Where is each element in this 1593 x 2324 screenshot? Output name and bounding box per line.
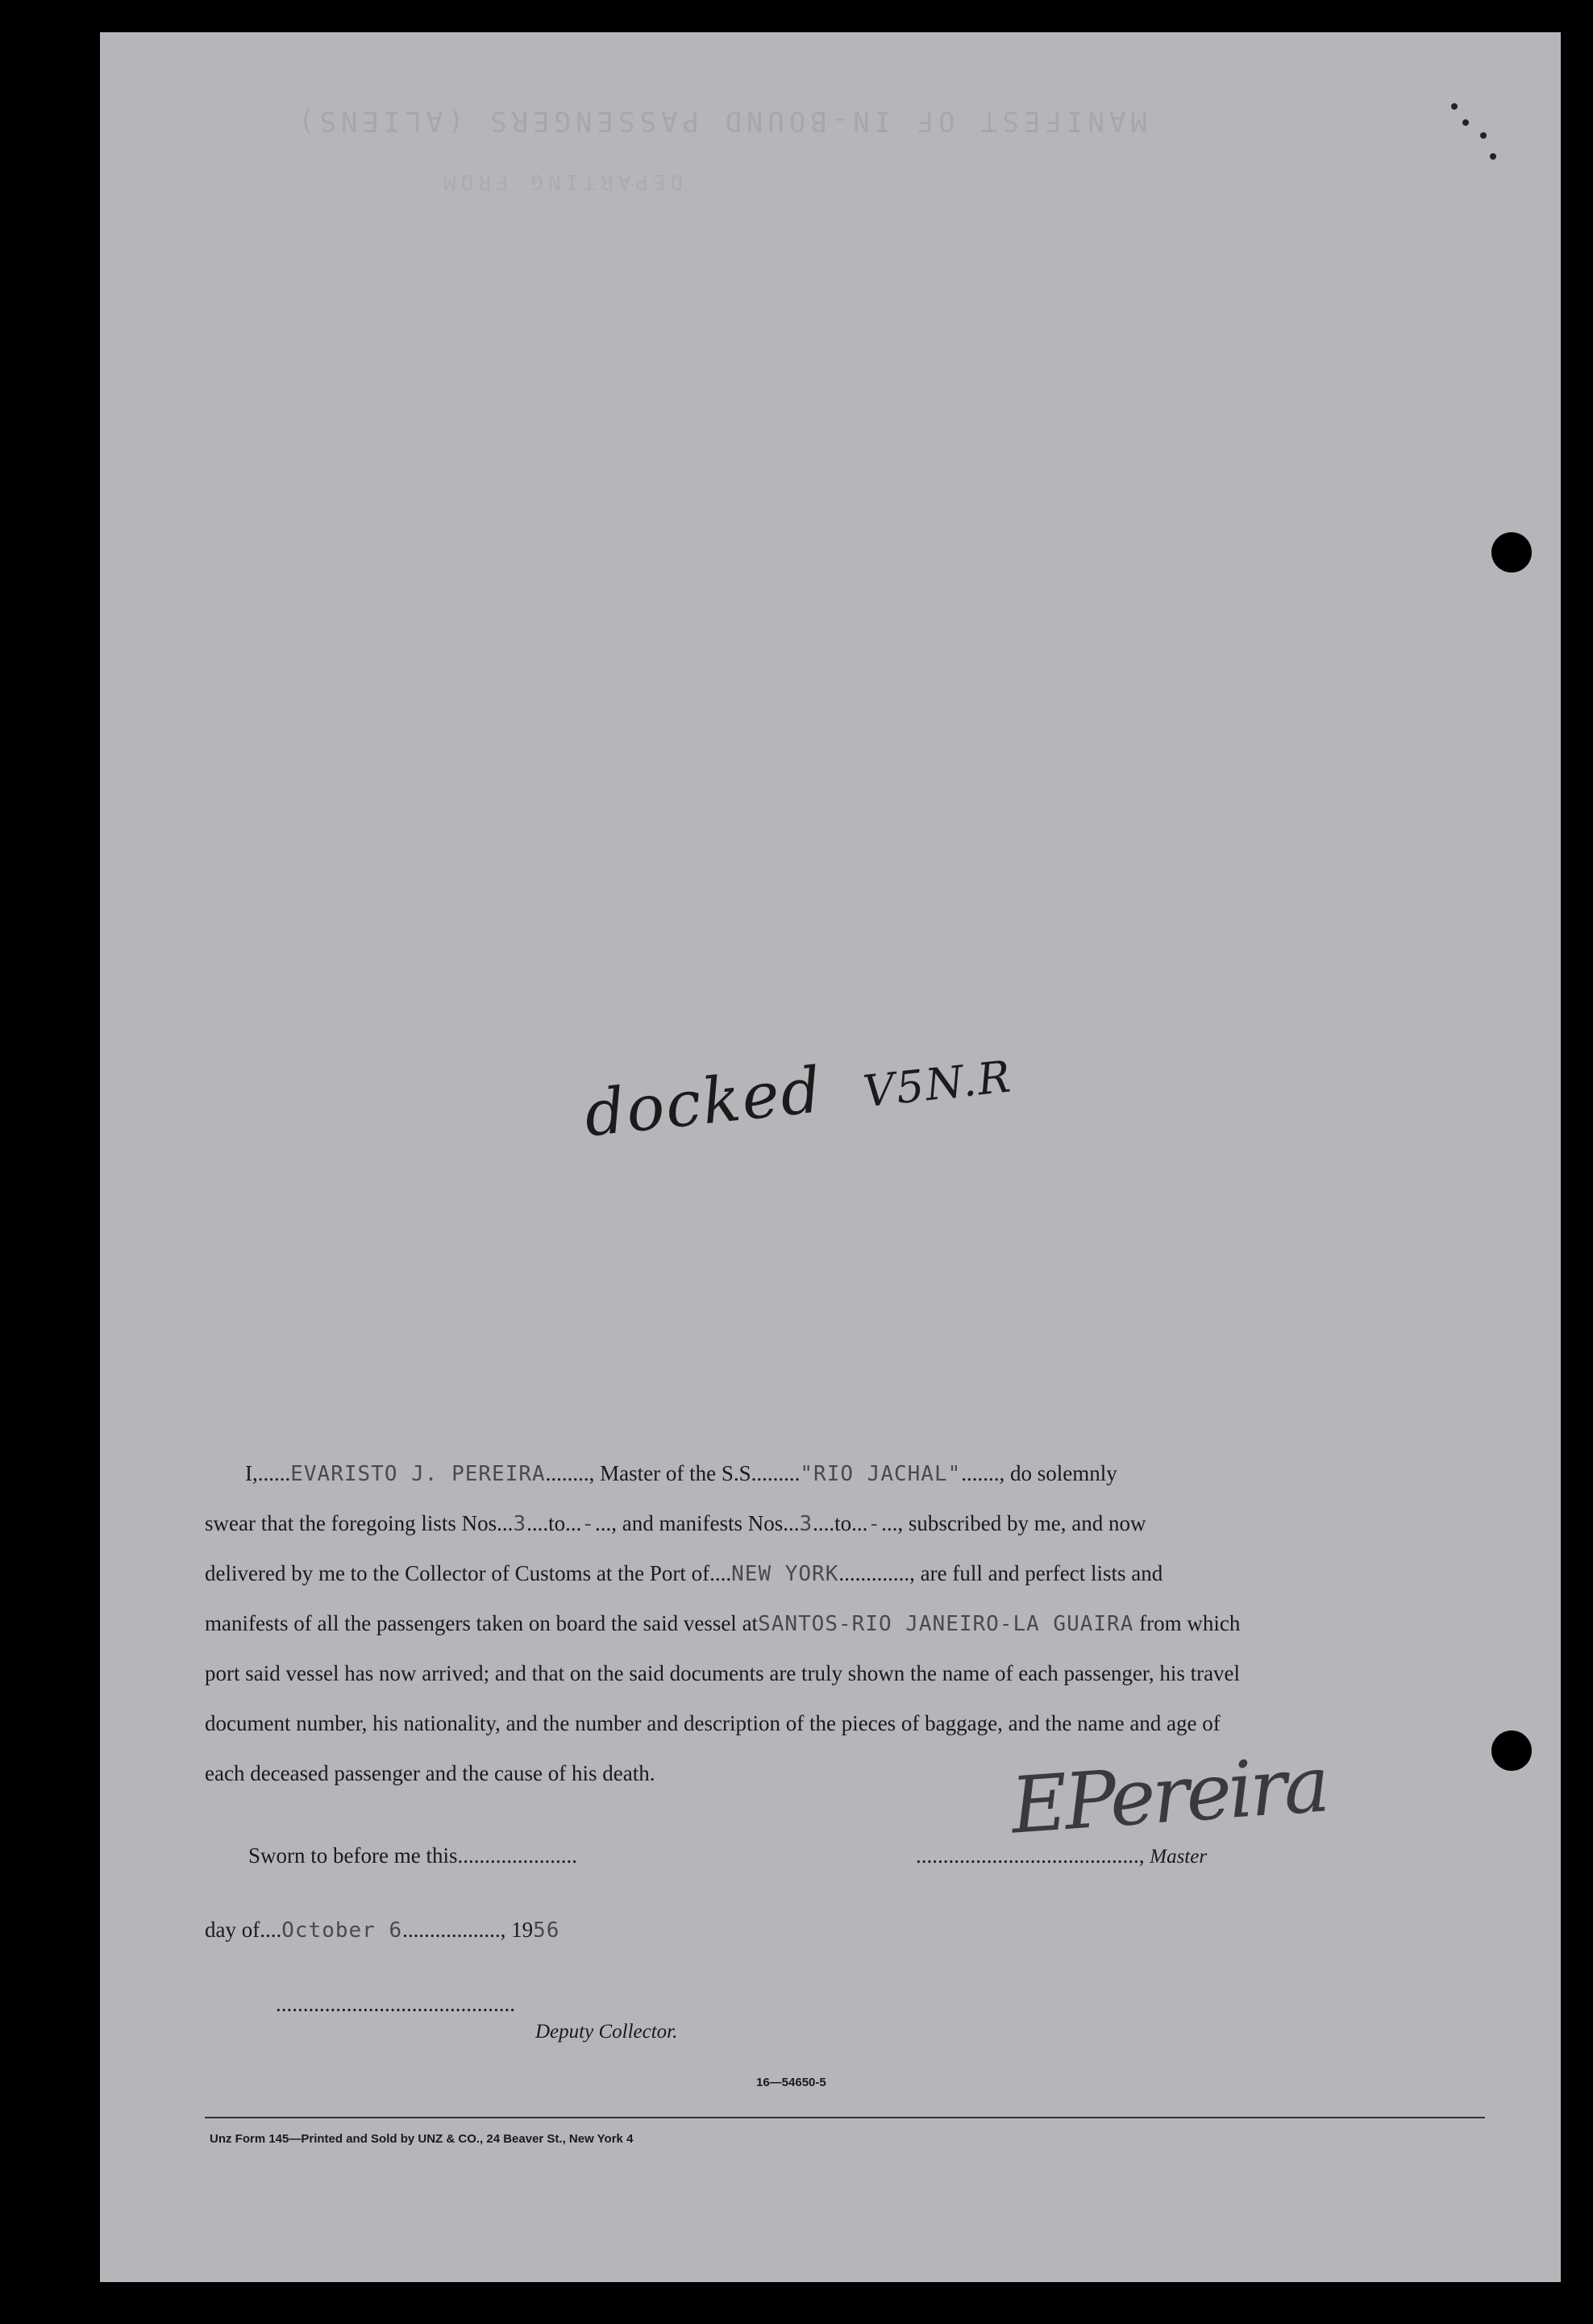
list-from: 3 — [513, 1512, 527, 1536]
punch-hole — [1491, 1731, 1532, 1771]
date-value: October 6 — [281, 1918, 403, 1943]
year-suffix: 56 — [533, 1918, 560, 1943]
printer-credit: Unz Form 145—Printed and Sold by UNZ & CO., 24 Beaver St., New York 4 — [210, 2132, 634, 2146]
bleed-through-text: MANIFEST OF IN-BOUND PASSENGERS (ALIENS) — [293, 105, 1147, 137]
signature-dots: ........................................., — [916, 1843, 1145, 1868]
oath-text: ......., do solemnly — [961, 1461, 1117, 1485]
master-label: Master — [1150, 1846, 1208, 1868]
oath-text: ..., and manifests Nos... — [595, 1511, 800, 1535]
oath-text: manifests of all the passengers taken on board the said vessel at — [205, 1611, 759, 1635]
oath-line-6: document number, his nationality, and the number and description of the pieces of baggage, and the name and age of — [205, 1711, 1221, 1735]
departure-ports: SANTOS-RIO JANEIRO-LA GUAIRA — [758, 1612, 1134, 1636]
speck — [1462, 119, 1469, 126]
annotation-word: docked — [580, 1054, 826, 1152]
oath-text: delivered by me to the Collector of Customs at the Port of.... — [205, 1561, 732, 1585]
speck — [1480, 132, 1487, 139]
oath-text: ............., are full and perfect lists and — [838, 1561, 1163, 1585]
master-signature: EPereira — [1008, 1739, 1330, 1851]
oath-text: ........, Master of the S.S......... — [545, 1461, 801, 1485]
ship-name: "RIO JACHAL" — [800, 1462, 962, 1486]
manifest-page — [100, 32, 1561, 2282]
speck — [1451, 103, 1458, 110]
form-number: 16—54650-5 — [756, 2076, 826, 2089]
manifest-from: 3 — [799, 1512, 813, 1536]
date-text: day of.... — [205, 1918, 282, 1942]
list-to: - — [581, 1512, 596, 1536]
annotation-ref: V5N.R — [860, 1051, 1015, 1118]
bleed-through-text-2: DEPARTING FROM — [439, 169, 684, 194]
oath-text: swear that the foregoing lists Nos... — [205, 1511, 514, 1535]
oath-text: I,...... — [245, 1461, 291, 1485]
sworn-line: Sworn to before me this...................... — [248, 1843, 577, 1868]
date-line — [205, 1918, 559, 1943]
punch-hole — [1491, 532, 1532, 573]
manifest-to: - — [867, 1512, 882, 1536]
oath-text: from which — [1133, 1611, 1241, 1635]
oath-text: ....to... — [526, 1511, 582, 1535]
date-text: .................., 19 — [402, 1918, 534, 1942]
handwritten-annotation — [581, 1034, 1015, 1151]
port-name: NEW YORK — [731, 1562, 839, 1586]
master-name: EVARISTO J. PEREIRA — [290, 1462, 546, 1486]
deputy-collector-label: Deputy Collector. — [535, 2021, 678, 2043]
speck — [1490, 153, 1496, 160]
oath-line-1 — [205, 1461, 1485, 1486]
oath-line-3 — [205, 1561, 1485, 1586]
oath-line-5: port said vessel has now arrived; and that on the said documents are truly shown the name of each passenger, his travel — [205, 1661, 1241, 1685]
footer-rule — [205, 2117, 1485, 2118]
oath-line-7: each deceased passenger and the cause of his death. — [205, 1761, 655, 1785]
oath-text: ....to... — [813, 1511, 868, 1535]
oath-line-4 — [205, 1611, 1485, 1636]
oath-text: ..., subscribed by me, and now — [881, 1511, 1146, 1535]
oath-line-2 — [205, 1511, 1485, 1536]
collector-dots: ............................................ — [276, 1992, 515, 2016]
